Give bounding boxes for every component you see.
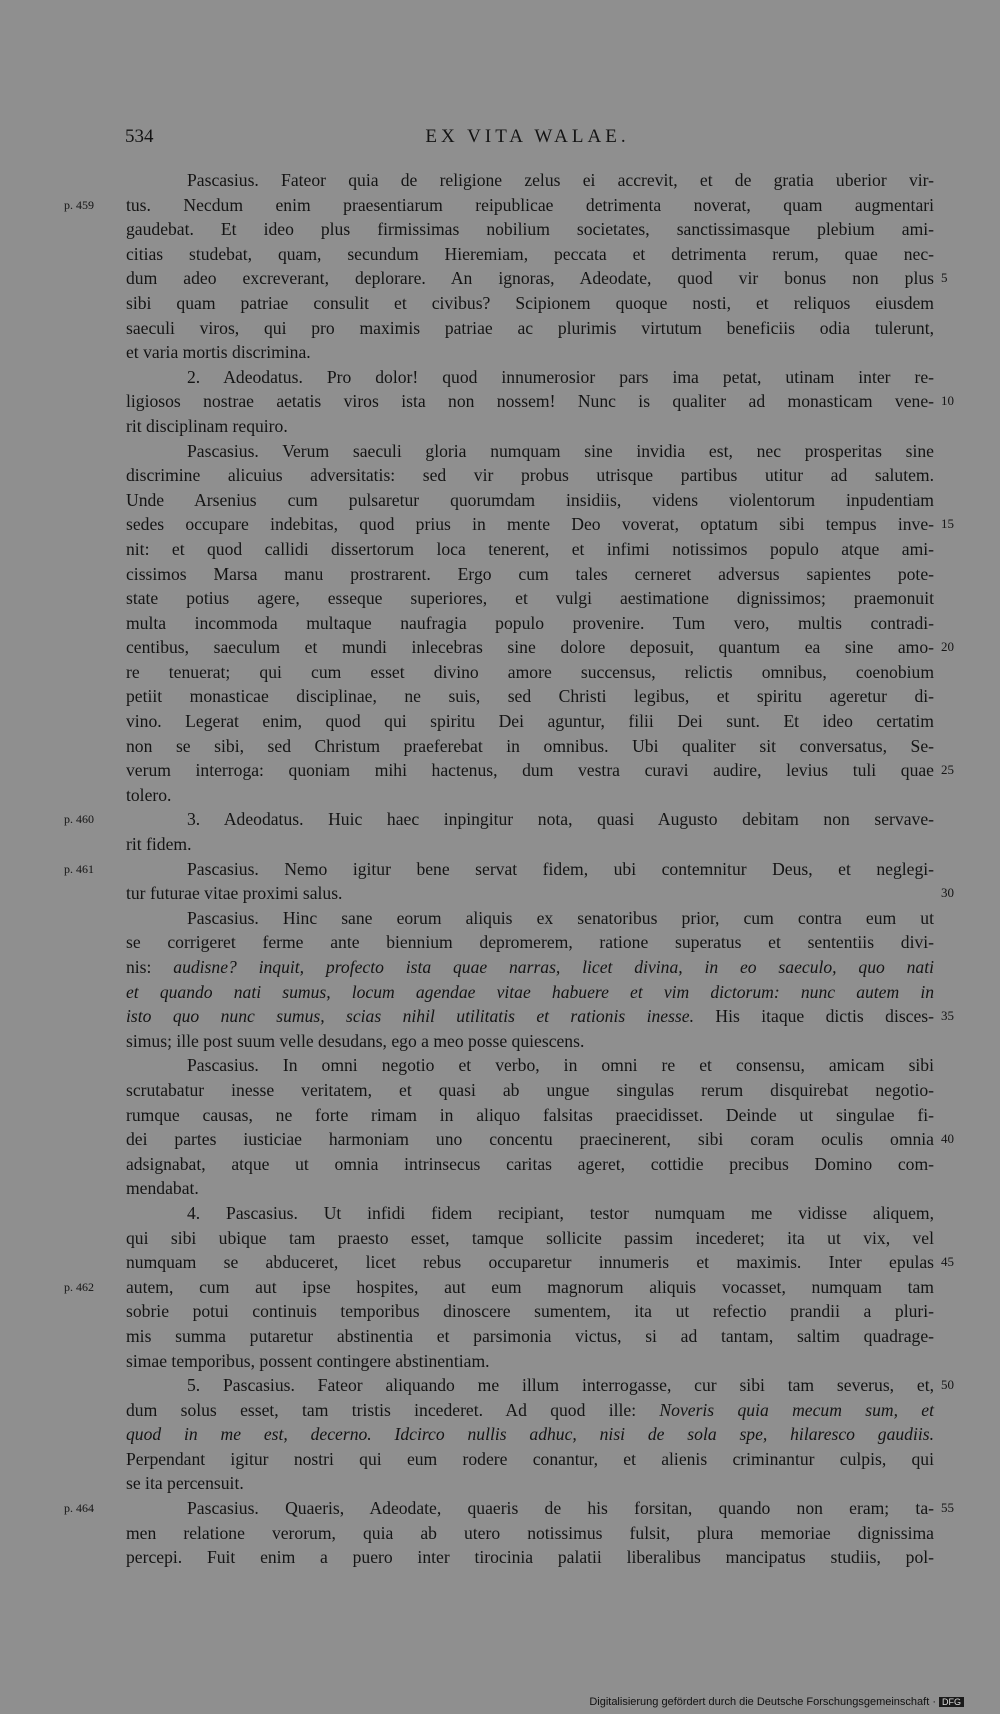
text-line bbox=[0, 1447, 1000, 1472]
roman-text: discrimine alicuius adversitatis: sed vir probus utrisque partibus utitur ad salutem. bbox=[126, 465, 934, 486]
roman-text: sibi quam patriae consulit et civibus? Scipionem quoque nosti, et reliquos eiusdem bbox=[126, 292, 934, 313]
roman-text: nit: et quod callidi dissertorum loca tenerent, et infimi notissimos populo atque ami- bbox=[126, 538, 934, 559]
roman-text: tus. Necdum enim praesentiarum reipublicae detrimenta noverat, quam augmentari bbox=[126, 194, 934, 215]
text-line bbox=[0, 1029, 1000, 1054]
text-line bbox=[0, 807, 1000, 832]
text-line bbox=[0, 512, 1000, 537]
roman-text: rumque causas, ne forte rimam in aliquo falsitas praecidisset. Deinde ut singulae fi- bbox=[126, 1104, 934, 1125]
roman-text: multa incommoda multaque naufragia populo provenire. Tum vero, multis contradi- bbox=[126, 612, 934, 633]
line-text bbox=[126, 217, 934, 242]
text-body bbox=[0, 168, 1000, 1570]
italic-text: quod in me est, decerno. Idcirco nullis adhuc, nisi de sola spe, hilaresco gaudiis. bbox=[126, 1424, 934, 1445]
text-line bbox=[0, 1275, 1000, 1300]
line-text bbox=[126, 1447, 934, 1472]
roman-text: adsignabat, atque ut omnia intrinsecus caritas ageret, cottidie precibus Domino com- bbox=[126, 1153, 934, 1174]
line-number: 25 bbox=[941, 762, 954, 778]
roman-text: tolero. bbox=[126, 784, 172, 805]
roman-text: His itaque dictis disces- bbox=[693, 1006, 934, 1027]
text-line bbox=[0, 1226, 1000, 1251]
line-number: 10 bbox=[941, 393, 954, 409]
text-line bbox=[0, 1349, 1000, 1374]
text-line bbox=[0, 1373, 1000, 1398]
line-text bbox=[126, 955, 934, 980]
text-line bbox=[0, 906, 1000, 931]
marginal-page-reference: p. 461 bbox=[64, 861, 94, 876]
text-line bbox=[0, 611, 1000, 636]
text-line bbox=[0, 389, 1000, 414]
line-text bbox=[126, 684, 934, 709]
text-line bbox=[0, 316, 1000, 341]
line-text bbox=[126, 881, 934, 906]
text-line bbox=[0, 955, 1000, 980]
line-text bbox=[126, 389, 934, 414]
roman-text: verum interroga: quoniam mihi hactenus, dum vestra curavi audire, levius tuli quae bbox=[126, 760, 934, 781]
roman-text: 3. Adeodatus. Huic haec inpingitur nota, quasi Augusto debitam non servave- bbox=[187, 809, 934, 830]
roman-text: Perpendant igitur nostri qui eum rodere conantur, et alienis criminantur culpis, qui bbox=[126, 1448, 934, 1469]
roman-text: tur futurae vitae proximi salus. bbox=[126, 883, 343, 904]
roman-text: rit disciplinam requiro. bbox=[126, 415, 288, 436]
line-text bbox=[126, 1103, 934, 1128]
line-text bbox=[126, 266, 934, 291]
text-line bbox=[0, 1496, 1000, 1521]
text-line bbox=[0, 758, 1000, 783]
text-line bbox=[0, 1324, 1000, 1349]
line-number: 45 bbox=[941, 1254, 954, 1270]
line-text bbox=[187, 439, 934, 464]
page-number: 534 bbox=[125, 126, 154, 147]
text-line bbox=[0, 242, 1000, 267]
line-text bbox=[126, 1545, 934, 1570]
line-text bbox=[126, 340, 934, 365]
line-text bbox=[126, 1299, 934, 1324]
line-text bbox=[126, 1004, 934, 1029]
roman-text: re tenuerat; qui cum esset divino amore succensus, relictis omnibus, coenobium bbox=[126, 661, 934, 682]
text-line bbox=[0, 660, 1000, 685]
line-text bbox=[126, 291, 934, 316]
text-line bbox=[0, 537, 1000, 562]
line-text bbox=[187, 1201, 934, 1226]
line-text bbox=[126, 463, 934, 488]
page-header bbox=[125, 126, 930, 156]
text-line bbox=[0, 1545, 1000, 1570]
roman-text: Unde Arsenius cum pulsaretur quorumdam insidiis, videns violentorum inpudentiam bbox=[126, 489, 934, 510]
line-text bbox=[126, 734, 934, 759]
text-line bbox=[0, 1250, 1000, 1275]
line-text bbox=[187, 1496, 934, 1521]
text-line bbox=[0, 414, 1000, 439]
roman-text: nis: bbox=[126, 957, 174, 977]
text-line bbox=[0, 783, 1000, 808]
italic-text: et quando nati sumus, locum agendae vitae habuere et vim dictorum: nunc autem in bbox=[126, 981, 934, 1002]
line-text bbox=[126, 1471, 934, 1496]
italic-text: audisne? inquit, profecto ista quae narras, licet divina, in eo saeculo, quo nati bbox=[173, 957, 934, 977]
line-text bbox=[126, 1152, 934, 1177]
roman-text: simus; ille post suum velle desudans, ego a meo posse quiescens. bbox=[126, 1030, 585, 1051]
roman-text: ligiosos nostrae aetatis viros ista non nossem! Nunc is qualiter ad monasticam vene- bbox=[126, 391, 934, 412]
roman-text: et varia mortis discrimina. bbox=[126, 342, 311, 363]
text-line bbox=[0, 709, 1000, 734]
text-line bbox=[0, 1521, 1000, 1546]
roman-text: 4. Pascasius. Ut infidi fidem recipiant, testor numquam me vidisse aliquem, bbox=[187, 1202, 934, 1223]
text-line bbox=[0, 488, 1000, 513]
line-text bbox=[126, 1398, 934, 1423]
line-text bbox=[126, 1127, 934, 1152]
digitization-credit bbox=[589, 1696, 964, 1708]
line-text bbox=[126, 1176, 934, 1201]
text-line bbox=[0, 1078, 1000, 1103]
line-number: 30 bbox=[941, 885, 954, 901]
line-text bbox=[126, 1250, 934, 1275]
line-number: 50 bbox=[941, 1377, 954, 1393]
credit-text: Digitalisierung gefördert durch die Deutsche Forschungsgemeinschaft · bbox=[589, 1696, 936, 1708]
line-number: 40 bbox=[941, 1131, 954, 1147]
roman-text: Pascasius. Nemo igitur bene servat fidem, ubi contemnitur Deus, et neglegi- bbox=[187, 858, 934, 879]
line-text bbox=[126, 193, 934, 218]
text-line bbox=[0, 463, 1000, 488]
roman-text: state potius agere, esseque superiores, et vulgi aestimatione dignissimos; praemonuit bbox=[126, 588, 934, 609]
text-line bbox=[0, 930, 1000, 955]
roman-text: Pascasius. Fateor quia de religione zelus ei accrevit, et de gratia uberior vir- bbox=[187, 170, 934, 190]
line-text bbox=[126, 1324, 934, 1349]
text-line bbox=[0, 881, 1000, 906]
line-text bbox=[187, 807, 934, 832]
roman-text: vino. Legerat enim, quod qui spiritu Dei aguntur, filii Dei sunt. Et ideo certatim bbox=[126, 711, 934, 732]
roman-text: Pascasius. Hinc sane eorum aliquis ex senatoribus prior, cum contra eum ut bbox=[187, 907, 934, 928]
line-text bbox=[126, 537, 934, 562]
text-line bbox=[0, 1053, 1000, 1078]
roman-text: petiit monasticae disciplinae, ne suis, sed Christi legibus, et spiritu ageretur di- bbox=[126, 686, 934, 707]
line-text bbox=[126, 1275, 934, 1300]
roman-text: citias studebat, quam, secundum Hieremiam, peccata et detrimenta rerum, quae nec- bbox=[126, 243, 934, 264]
line-text bbox=[126, 611, 934, 636]
text-line bbox=[0, 168, 1000, 193]
text-line bbox=[0, 684, 1000, 709]
text-line bbox=[0, 832, 1000, 857]
text-line bbox=[0, 1422, 1000, 1447]
line-text bbox=[126, 1422, 934, 1447]
text-line bbox=[0, 365, 1000, 390]
text-line bbox=[0, 635, 1000, 660]
text-line bbox=[0, 193, 1000, 218]
roman-text: Pascasius. Verum saeculi gloria numquam sine invidia est, nec prosperitas sine bbox=[187, 440, 934, 461]
marginal-page-reference: p. 462 bbox=[64, 1279, 94, 1294]
roman-text: men relatione verorum, quia ab utero notissimus fulsit, plura memoriae dignissima bbox=[126, 1522, 934, 1543]
line-text bbox=[126, 980, 934, 1005]
line-text bbox=[126, 512, 934, 537]
roman-text: percepi. Fuit enim a puero inter tirocinia palatii liberalibus mancipatus studiis, pol- bbox=[126, 1547, 934, 1568]
line-text bbox=[126, 635, 934, 660]
roman-text: 5. Pascasius. Fateor aliquando me illum interrogasse, cur sibi tam severus, et, bbox=[187, 1375, 934, 1396]
roman-text: qui sibi ubique tam praesto esset, tamque sollicite passim incederet; ita ut vix, vel bbox=[126, 1227, 934, 1248]
roman-text: mendabat. bbox=[126, 1178, 199, 1199]
text-line bbox=[0, 1176, 1000, 1201]
roman-text: dei partes iusticiae harmoniam uno concentu praecinerent, sibi coram oculis omnia bbox=[126, 1129, 934, 1150]
text-line bbox=[0, 734, 1000, 759]
line-text bbox=[126, 758, 934, 783]
roman-text: dum solus esset, tam tristis incederet. Ad quod ille: bbox=[126, 1399, 660, 1420]
roman-text: mis summa putaretur abstinentia et parsimonia victus, si ad tantam, saltim quadrage- bbox=[126, 1325, 934, 1346]
text-line bbox=[0, 562, 1000, 587]
roman-text: cissimos Marsa manu prostrarent. Ergo cum tales cerneret adversus sapientes pote- bbox=[126, 563, 934, 584]
roman-text: rit fidem. bbox=[126, 834, 192, 855]
text-line bbox=[0, 857, 1000, 882]
text-line bbox=[0, 1201, 1000, 1226]
roman-text: se corrigeret ferme ante biennium depromerem, ratione superatus et sententiis divi- bbox=[126, 932, 934, 953]
roman-text: numquam se abduceret, licet rebus occuparetur innumeris et maximis. Inter epulas bbox=[126, 1252, 934, 1273]
line-number: 15 bbox=[941, 516, 954, 532]
line-text bbox=[126, 783, 934, 808]
marginal-page-reference: p. 460 bbox=[64, 812, 94, 827]
line-text bbox=[126, 1349, 934, 1374]
text-line bbox=[0, 1299, 1000, 1324]
roman-text: sedes occupare indebitas, quod prius in mente Deo voverat, optatum sibi tempus inve- bbox=[126, 514, 934, 535]
line-text bbox=[187, 365, 934, 390]
line-text bbox=[126, 414, 934, 439]
line-text bbox=[126, 1521, 934, 1546]
text-line bbox=[0, 980, 1000, 1005]
text-line bbox=[0, 439, 1000, 464]
line-number: 55 bbox=[941, 1500, 954, 1516]
text-line bbox=[0, 586, 1000, 611]
line-text bbox=[126, 586, 934, 611]
roman-text: saeculi viros, qui pro maximis patriae ac plurimis virtutum beneficiis odia tulerunt, bbox=[126, 317, 934, 338]
roman-text: non se sibi, sed Christum praeferebat in omnibus. Ubi qualiter sit conversatus, Se- bbox=[126, 735, 934, 756]
line-text bbox=[187, 1053, 934, 1078]
line-text bbox=[187, 857, 934, 882]
text-line bbox=[0, 1127, 1000, 1152]
text-line bbox=[0, 1004, 1000, 1029]
line-text bbox=[126, 709, 934, 734]
roman-text: Pascasius. In omni negotio et verbo, in omni re et consensu, amicam sibi bbox=[187, 1055, 934, 1076]
text-line bbox=[0, 1152, 1000, 1177]
text-line bbox=[0, 1398, 1000, 1423]
marginal-page-reference: p. 464 bbox=[64, 1501, 94, 1516]
line-text bbox=[187, 1373, 934, 1398]
roman-text: simae temporibus, possent contingere abstinentiam. bbox=[126, 1350, 490, 1371]
line-text bbox=[187, 168, 934, 193]
line-text bbox=[126, 562, 934, 587]
line-text bbox=[126, 1029, 934, 1054]
roman-text: dum adeo excreverant, deplorare. An ignoras, Adeodate, quod vir bonus non plus bbox=[126, 268, 934, 289]
line-text bbox=[126, 1226, 934, 1251]
italic-text: Noveris quia mecum sum, et bbox=[659, 1399, 935, 1420]
dfg-logo: DFG bbox=[939, 1697, 964, 1707]
text-line bbox=[0, 217, 1000, 242]
italic-text: isto quo nunc sumus, scias nihil utilitatis et rationis inesse. bbox=[126, 1006, 694, 1027]
line-text bbox=[126, 1078, 934, 1103]
roman-text: 2. Adeodatus. Pro dolor! quod innumerosior pars ima petat, utinam inter re- bbox=[187, 366, 934, 387]
roman-text: Pascasius. Quaeris, Adeodate, quaeris de his forsitan, quando non eram; ta- bbox=[187, 1498, 934, 1519]
text-line bbox=[0, 1471, 1000, 1496]
roman-text: centibus, saeculum et mundi inlecebras sine dolore deposuit, quantum ea sine amo- bbox=[126, 637, 934, 658]
roman-text: autem, cum aut ipse hospites, aut eum magnorum aliquis vocasset, numquam tam bbox=[126, 1276, 934, 1297]
marginal-page-reference: p. 459 bbox=[64, 197, 94, 212]
line-number: 20 bbox=[941, 639, 954, 655]
line-text bbox=[126, 488, 934, 513]
roman-text: scrutabatur inesse veritatem, et quasi ab ungue singulas rerum disquirebat negotio- bbox=[126, 1079, 934, 1100]
roman-text: gaudebat. Et ideo plus firmissimas nobilium societates, sanctissimasque plebium ami- bbox=[126, 219, 934, 240]
text-line bbox=[0, 340, 1000, 365]
line-text bbox=[126, 832, 934, 857]
line-text bbox=[126, 930, 934, 955]
line-text bbox=[187, 906, 934, 931]
roman-text: sobrie potui continuis temporibus dinoscere sumentem, ita ut refectio prandii a pluri- bbox=[126, 1301, 934, 1322]
text-line bbox=[0, 266, 1000, 291]
running-title: EX VITA WALAE. bbox=[425, 126, 630, 147]
line-number: 35 bbox=[941, 1008, 954, 1024]
line-text bbox=[126, 316, 934, 341]
roman-text: se ita percensuit. bbox=[126, 1473, 244, 1494]
text-line bbox=[0, 1103, 1000, 1128]
line-text bbox=[126, 242, 934, 267]
line-text bbox=[126, 660, 934, 685]
line-number: 5 bbox=[941, 270, 948, 286]
text-line bbox=[0, 291, 1000, 316]
